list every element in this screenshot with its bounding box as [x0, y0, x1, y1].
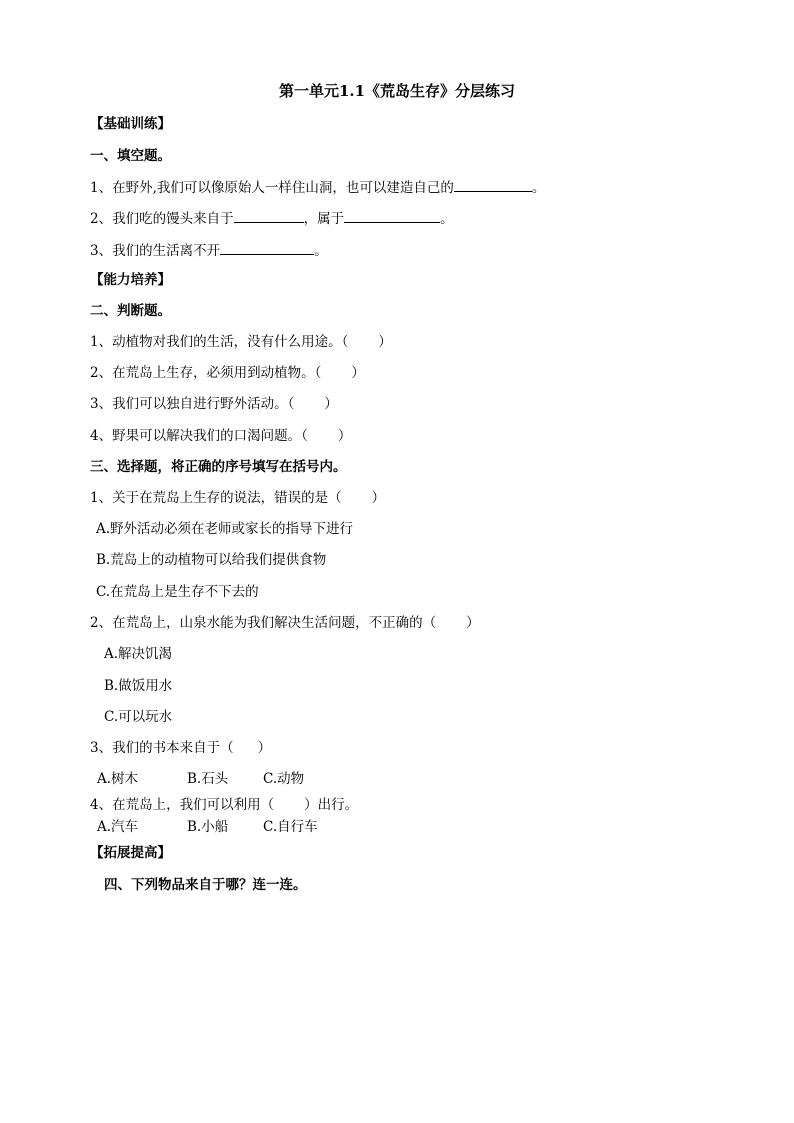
judge-q2-close: ） [351, 365, 365, 381]
judge-q4-close: ） [337, 428, 352, 444]
judge-q2-text: 2、在荒岛上生存，必须用到动植物。（ [90, 365, 322, 381]
judge-heading: 二、判断题。 [90, 303, 171, 319]
choice-q3-close: ） [257, 740, 272, 756]
judge-question-2 [90, 364, 365, 382]
choice-q3-option-b: B.石头 [187, 771, 229, 787]
choice-q3-options [97, 770, 304, 788]
choice-question-1 [90, 489, 385, 507]
choice-q4-option-c: C.自行车 [263, 819, 318, 835]
fill-q2-mid: ，属于 [303, 211, 345, 227]
choice-q1-option-c: C.在荒岛上是生存不下去的 [96, 584, 259, 600]
judge-question-4 [90, 427, 351, 445]
section-extend: 【拓展提高】 [90, 845, 171, 861]
choice-q2-option-c: C.可以玩水 [104, 709, 173, 725]
judge-q4-text: 4、野果可以解决我们的口渴问题。（ [90, 428, 308, 444]
fill-heading: 一、填空题。 [90, 148, 171, 164]
choice-q1-text: 1、关于在荒岛上生存的说法，错误的是（ [90, 490, 342, 506]
choice-q3-text: 3、我们的书本来自于（ [90, 740, 234, 756]
choice-q4-end: ）出行。 [304, 797, 359, 813]
judge-question-3 [90, 395, 338, 413]
fill-question-2 [90, 209, 454, 228]
choice-q2-option-a: A.解决饥渴 [104, 646, 173, 662]
choice-q2-close: ） [466, 615, 480, 631]
choice-q4-options [97, 818, 318, 836]
fill-q1-text: 1、在野外,我们可以像原始人一样住山洞，也可以建造自己的 [90, 180, 454, 196]
judge-question-1 [90, 333, 392, 351]
choice-q4-text: 4、在荒岛上，我们可以利用（ [90, 797, 275, 813]
section-ability: 【能力培养】 [90, 272, 171, 288]
section-basic: 【基础训练】 [90, 116, 171, 132]
fill-q2-blank-2[interactable] [344, 209, 440, 223]
choice-q1-option-a: A.野外活动必须在老师或家长的指导下进行 [96, 521, 354, 537]
connect-heading: 四、下列物品来自于哪？连一连。 [104, 877, 307, 893]
choice-q3-option-a: A.树木 [97, 771, 139, 787]
fill-q1-blank[interactable] [454, 178, 532, 192]
choice-q2-text: 2、在荒岛上，山泉水能为我们解决生活问题，不正确的（ [90, 615, 437, 631]
choice-q3-option-c: C.动物 [263, 771, 305, 787]
choice-question-3 [90, 739, 271, 757]
fill-q2-end: 。 [440, 211, 454, 227]
judge-q3-close: ） [324, 396, 338, 412]
choice-q4-option-a: A.汽车 [97, 819, 139, 835]
judge-q3-text: 3、我们可以独自进行野外活动。（ [90, 396, 295, 412]
choice-question-4 [90, 796, 358, 814]
choice-q1-option-b: B.荒岛上的动植物可以给我们提供食物 [96, 552, 327, 568]
page-title: 第一单元1.1《荒岛生存》分层练习 [278, 82, 516, 100]
fill-q1-end: 。 [531, 180, 546, 196]
fill-q2-text: 2、我们吃的馒头来自于 [90, 211, 234, 227]
choice-question-2 [90, 614, 480, 632]
fill-q2-blank-1[interactable] [234, 209, 304, 223]
fill-question-3 [90, 241, 328, 260]
fill-question-1 [90, 178, 545, 197]
choice-q2-option-b: B.做饭用水 [104, 678, 173, 694]
choice-q1-close: ） [371, 490, 386, 506]
choice-q4-option-b: B.小船 [187, 819, 229, 835]
judge-q1-close: ） [378, 334, 392, 350]
fill-q3-text: 3、我们的生活离不开 [90, 243, 221, 259]
judge-q1-text: 1、动植物对我们的生活，没有什么用途。（ [90, 334, 349, 350]
fill-q3-end: 。 [314, 243, 328, 259]
choice-heading: 三、选择题，将正确的序号填写在括号内。 [90, 459, 347, 475]
fill-q3-blank[interactable] [220, 241, 314, 255]
